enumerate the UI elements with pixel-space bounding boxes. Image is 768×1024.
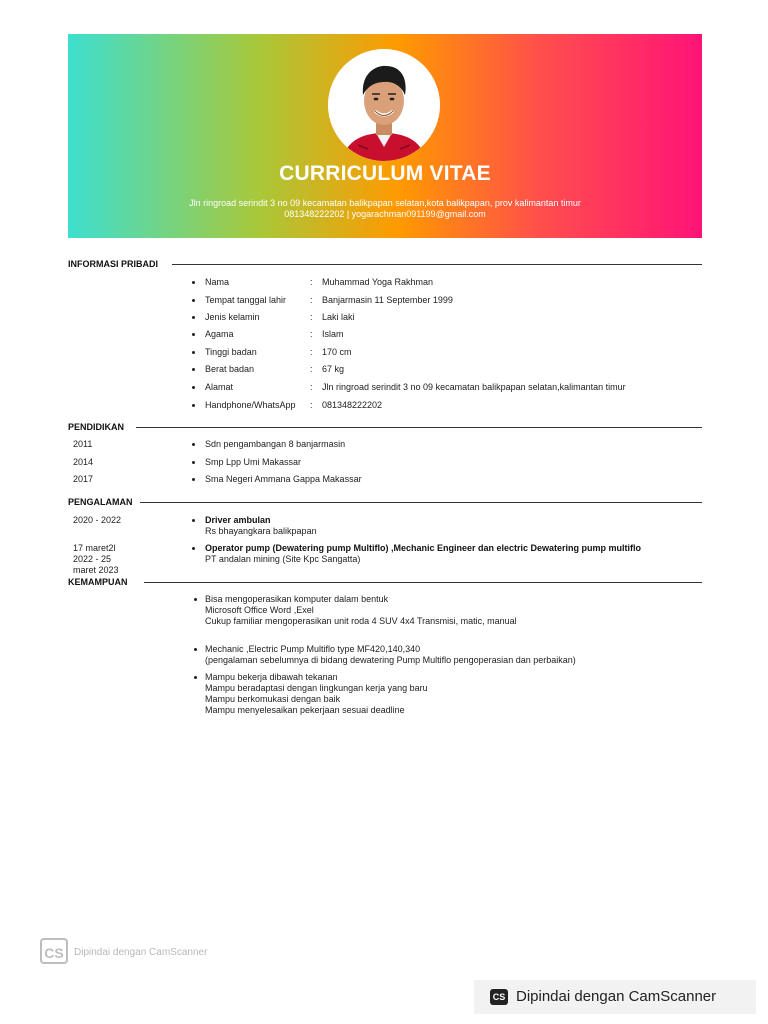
skill-line: Cukup familiar mengoperasikan unit roda 4 SUV 4x4 Transmisi, matic, manual [205,616,517,626]
exp-role: Driver ambulan [205,515,271,525]
info-colon: : [310,382,313,392]
section-title: INFORMASI PRIBADI [68,259,164,269]
info-label: Tempat tanggal lahir [205,295,287,305]
section-title: PENDIDIKAN [68,422,130,432]
exp-role: Operator pump (Dewatering pump Multiflo) ,Mechanic Engineer dan electric Dewatering pump multiflo [205,543,642,553]
camscanner-logo-icon: CS [40,938,68,964]
skill-line: (pengalaman sebelumnya di bidang dewatering Pump Multiflo pengoperasian dan perbaikan) [205,655,576,665]
edu-year: 2011 [73,439,93,449]
info-value: Banjarmasin 11 September 1999 [322,295,453,305]
section-title: KEMAMPUAN [68,577,134,587]
bullet-icon [192,351,195,354]
edu-school: Smp Lpp Umi Makassar [205,457,302,467]
skill-line: Mechanic ,Electric Pump Multiflo type MF420,140,340 [205,644,421,654]
info-value: Jln ringroad serindit 3 no 09 kecamatan balikpapan selatan,kalimantan timur [322,382,626,392]
camscanner-watermark: Dipindai dengan CamScanner [74,947,208,958]
info-value: Muhammad Yoga Rakhman [322,277,434,287]
bullet-icon [194,676,197,679]
bullet-icon [192,519,195,522]
info-colon: : [310,400,313,410]
bullet-icon [192,461,195,464]
section-personal [68,259,702,271]
info-colon: : [310,347,313,357]
info-label: Jenis kelamin [205,312,260,322]
bullet-icon [194,648,197,651]
skill-line: Bisa mengoperasikan komputer dalam bentuk [205,594,389,604]
bullet-icon [192,299,195,302]
camscanner-badge-icon: CS [490,989,508,1005]
skill-line: Mampu beradaptasi dengan lingkungan kerja yang baru [205,683,428,693]
info-label: Tinggi badan [205,347,257,357]
skill-line: Mampu bekerja dibawah tekanan [205,672,338,682]
edu-school: Sma Negeri Ammana Gappa Makassar [205,474,362,484]
bullet-icon [192,547,195,550]
info-value: 67 kg [322,364,345,374]
info-colon: : [310,364,313,374]
exp-period: 2022 - 25 [73,554,112,564]
exp-period: 2020 - 2022 [73,515,122,525]
info-label: Handphone/WhatsApp [205,400,296,410]
bullet-icon [192,386,195,389]
camscanner-badge-text: Dipindai dengan CamScanner [516,988,717,1005]
exp-period: maret 2023 [73,565,119,575]
bullet-icon [192,404,195,407]
header-contact: 081348222202 | yogarachman091199@gmail.com [284,209,486,219]
info-label: Alamat [205,382,234,392]
exp-period: 17 maret2l [73,543,116,553]
edu-year: 2014 [73,457,94,467]
info-colon: : [310,329,313,339]
info-label: Nama [205,277,230,287]
info-label: Berat badan [205,364,255,374]
info-colon: : [310,312,313,322]
exp-place: Rs bhayangkara balikpapan [205,526,317,536]
section-skills [68,577,702,589]
skill-line: Mampu menyelesaikan pekerjaan sesuai deadline [205,705,405,715]
bullet-icon [194,598,197,601]
exp-place: PT andalan mining (Site Kpc Sangatta) [205,554,361,564]
skill-line: Microsoft Office Word ,Exel [205,605,314,615]
skill-line: Mampu berkomukasi dengan baik [205,694,341,704]
bullet-icon [192,443,195,446]
info-colon: : [310,277,313,287]
cv-header [68,34,702,238]
camscanner-badge [474,980,756,1014]
info-value: 170 cm [322,347,352,357]
edu-year: 2017 [73,474,94,484]
bullet-icon [192,368,195,371]
edu-school: Sdn pengambangan 8 banjarmasin [205,439,346,449]
profile-photo [328,49,440,161]
section-experience [68,497,702,509]
header-address: Jln ringroad serindit 3 no 09 kecamatan balikpapan selatan,kota balikpapan, prov kalimantan timur [189,198,581,208]
info-value: Islam [322,329,344,339]
bullet-icon [192,333,195,336]
section-education [68,422,702,434]
info-value: 081348222202 [322,400,383,410]
info-label: Agama [205,329,234,339]
info-value: Laki laki [322,312,355,322]
bullet-icon [192,478,195,481]
info-colon: : [310,295,313,305]
cv-title: CURRICULUM VITAE [279,162,491,185]
bullet-icon [192,281,195,284]
section-title: PENGALAMAN [68,497,139,507]
bullet-icon [192,316,195,319]
